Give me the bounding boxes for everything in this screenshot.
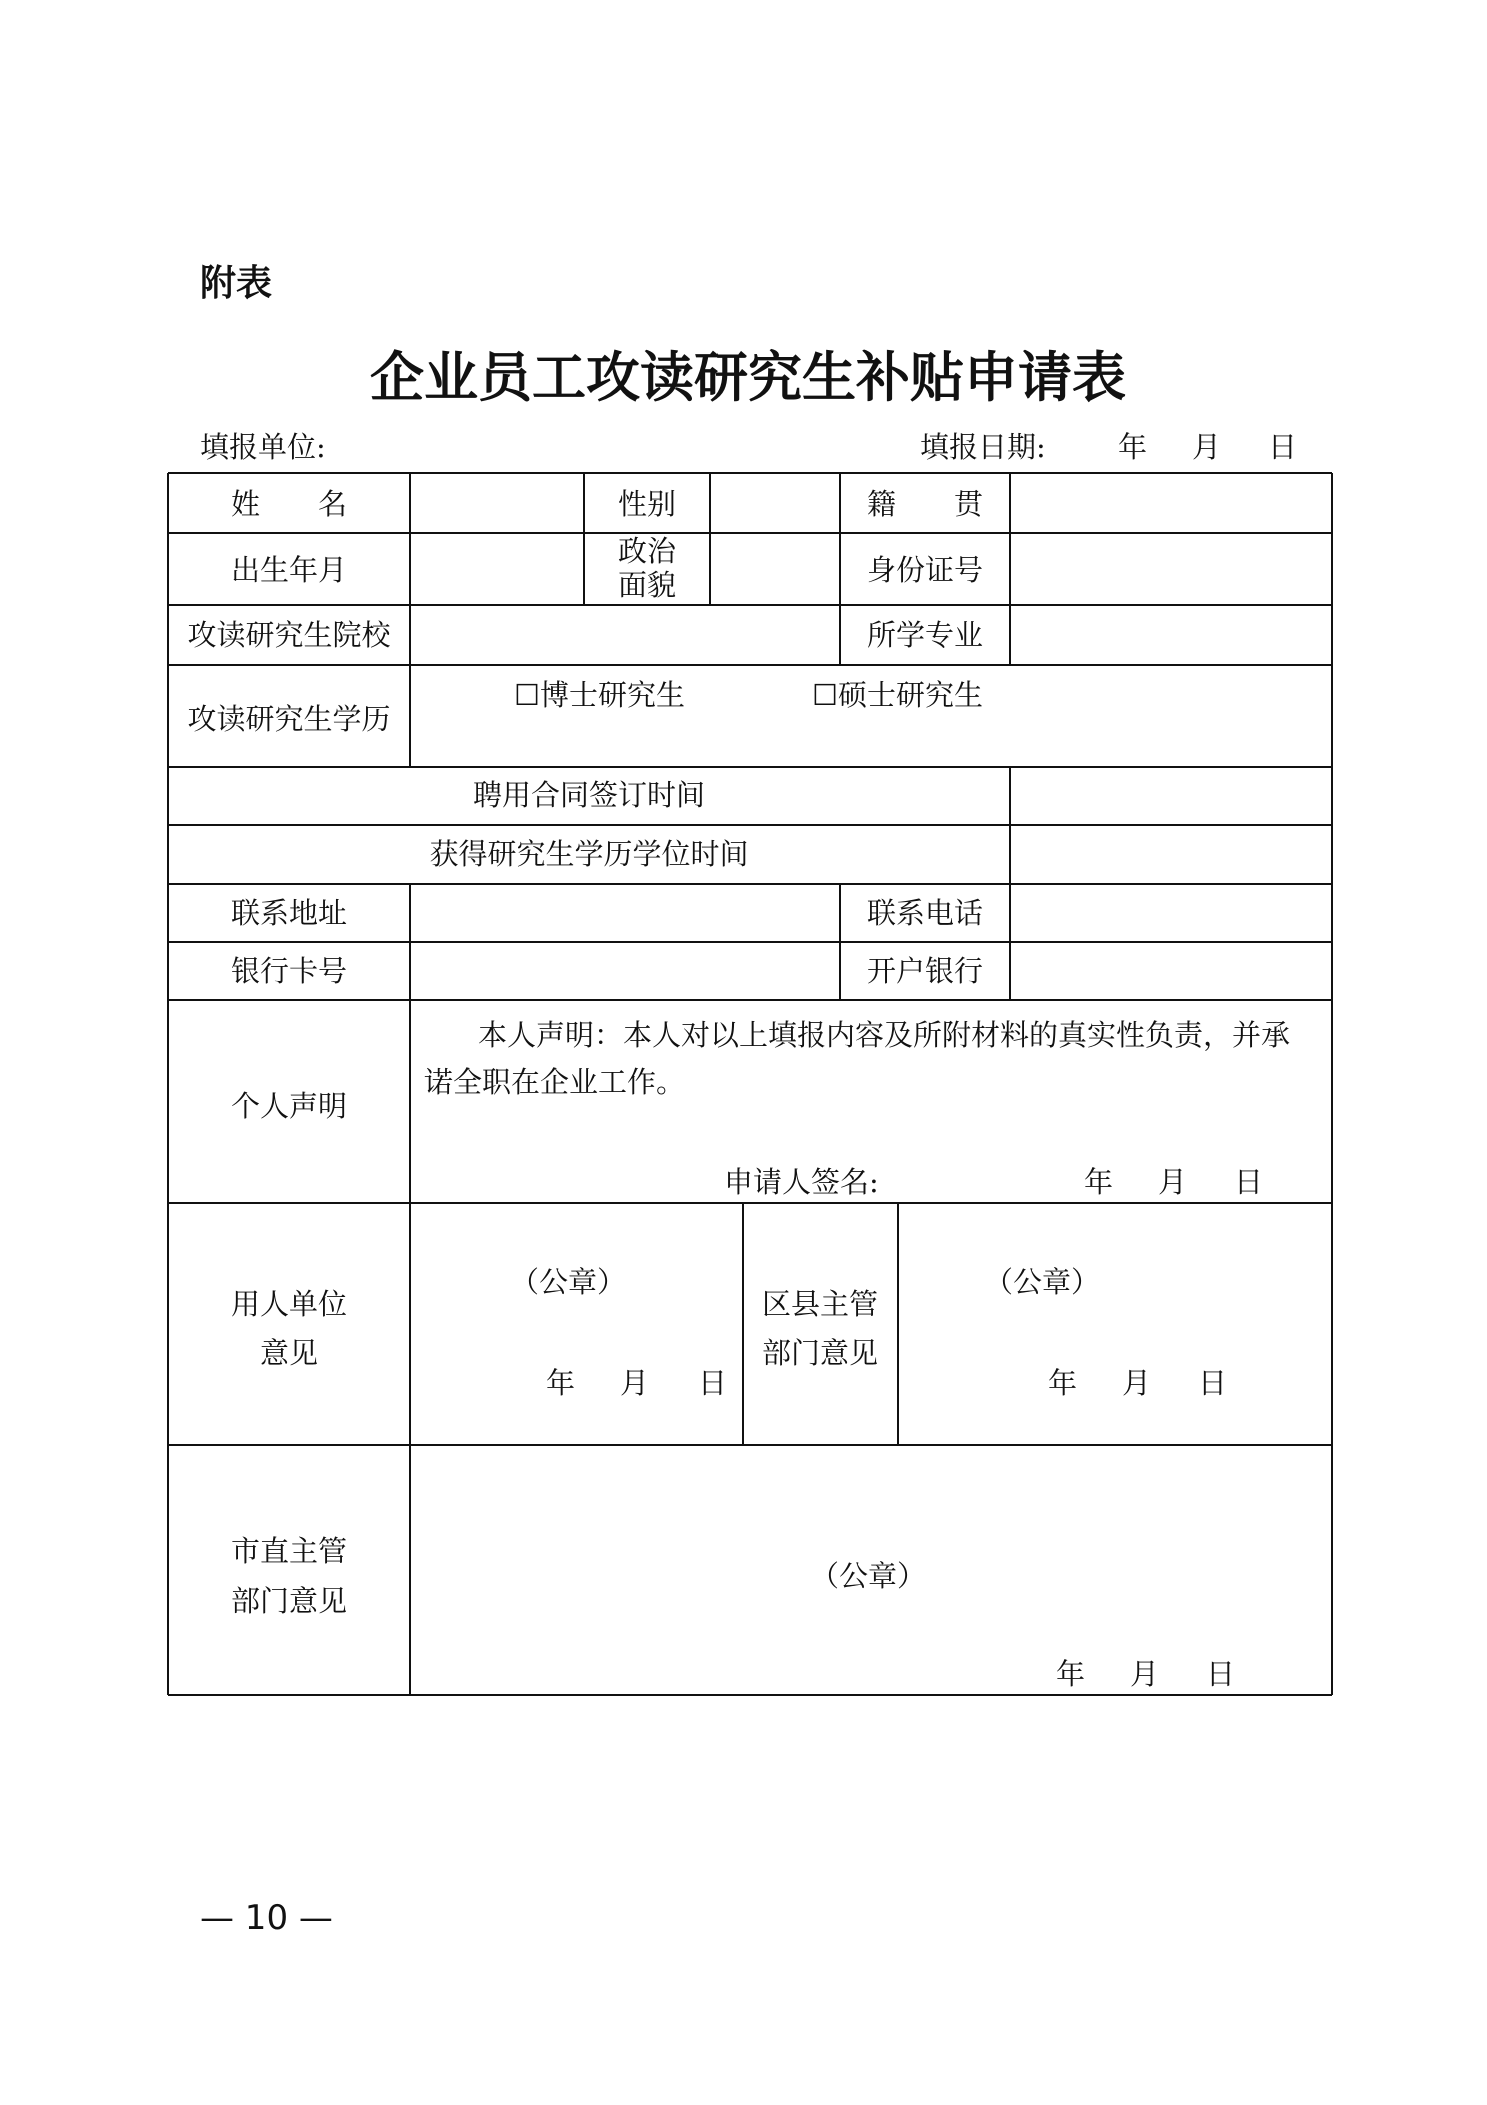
city-day: 日 xyxy=(1206,1657,1236,1691)
declaration-text-line1: 本人声明：本人对以上填报内容及所附材料的真实性负责，并承 xyxy=(478,1018,1291,1052)
contract-time-field[interactable] xyxy=(1012,769,1330,823)
district-day: 日 xyxy=(1198,1366,1228,1400)
city-seal: （公章） xyxy=(810,1559,927,1593)
birth-label: 出生年月 xyxy=(230,553,348,587)
signature-label: 申请人签名: xyxy=(724,1165,879,1199)
page-number: — 10 — xyxy=(200,1898,333,1938)
checkbox-icon[interactable]: ☐ xyxy=(812,678,838,712)
city-opinion-label-line2: 部门意见 xyxy=(230,1584,348,1618)
employer-day: 日 xyxy=(698,1366,728,1400)
political-label-line2: 面貌 xyxy=(617,568,677,602)
header-day: 日 xyxy=(1268,430,1298,464)
employer-opinion-label-line2: 意见 xyxy=(259,1336,319,1370)
city-opinion-label-line1: 市直主管 xyxy=(230,1534,348,1568)
declaration-text-line2: 诺全职在企业工作。 xyxy=(424,1065,686,1099)
degree-label: 攻读研究生学历 xyxy=(187,702,391,736)
phone-label: 联系电话 xyxy=(866,896,984,930)
fill-date-label: 填报日期: xyxy=(920,430,1046,464)
fill-unit-label: 填报单位: xyxy=(200,430,326,464)
district-month: 月 xyxy=(1122,1366,1152,1400)
phone-field[interactable] xyxy=(1012,886,1330,940)
declaration-day: 日 xyxy=(1234,1165,1264,1199)
major-label: 所学专业 xyxy=(866,618,984,652)
employer-year: 年 xyxy=(546,1366,576,1400)
district-opinion-label-line1: 区县主管 xyxy=(761,1287,879,1321)
gender-field[interactable] xyxy=(712,475,838,531)
contract-time-label: 聘用合同签订时间 xyxy=(472,778,706,812)
header-year: 年 xyxy=(1118,430,1148,464)
declaration-year: 年 xyxy=(1084,1165,1114,1199)
district-seal: （公章） xyxy=(984,1265,1101,1299)
name-label: 姓 名 xyxy=(230,487,348,521)
native-place-field[interactable] xyxy=(1012,475,1330,531)
declaration-month: 月 xyxy=(1158,1165,1188,1199)
native-place-label: 籍 贯 xyxy=(866,487,984,521)
header-month: 月 xyxy=(1192,430,1222,464)
name-field[interactable] xyxy=(412,475,582,531)
political-field[interactable] xyxy=(712,535,838,603)
declaration-label: 个人声明 xyxy=(230,1089,348,1123)
city-month: 月 xyxy=(1130,1657,1160,1691)
bank-field[interactable] xyxy=(1012,944,1330,998)
district-opinion-label-line2: 部门意见 xyxy=(761,1336,879,1370)
degree-option-master-label: 硕士研究生 xyxy=(838,678,984,712)
degree-option-master[interactable] xyxy=(812,678,984,712)
employer-month: 月 xyxy=(620,1366,650,1400)
address-field[interactable] xyxy=(412,886,838,940)
major-field[interactable] xyxy=(1012,607,1330,663)
employer-opinion-label-line1: 用人单位 xyxy=(230,1287,348,1321)
address-label: 联系地址 xyxy=(230,896,348,930)
birth-field[interactable] xyxy=(412,535,582,603)
degree-option-doctor[interactable] xyxy=(514,678,686,712)
id-label: 身份证号 xyxy=(866,553,984,587)
id-field[interactable] xyxy=(1012,535,1330,603)
bank-card-field[interactable] xyxy=(412,944,838,998)
bank-card-label: 银行卡号 xyxy=(230,954,348,988)
degree-time-field[interactable] xyxy=(1012,827,1330,882)
employer-seal: （公章） xyxy=(510,1265,627,1299)
appendix-label: 附表 xyxy=(200,263,273,304)
degree-time-label: 获得研究生学历学位时间 xyxy=(429,837,749,871)
bank-label: 开户银行 xyxy=(866,954,984,988)
city-year: 年 xyxy=(1056,1657,1086,1691)
gender-label: 性别 xyxy=(617,487,677,521)
district-year: 年 xyxy=(1048,1366,1078,1400)
checkbox-icon[interactable]: ☐ xyxy=(514,678,540,712)
school-field[interactable] xyxy=(412,607,838,663)
degree-option-doctor-label: 博士研究生 xyxy=(540,678,686,712)
school-label: 攻读研究生院校 xyxy=(187,618,391,652)
page-title: 企业员工攻读研究生补贴申请表 xyxy=(370,345,1126,409)
political-label-line1: 政治 xyxy=(617,534,677,568)
